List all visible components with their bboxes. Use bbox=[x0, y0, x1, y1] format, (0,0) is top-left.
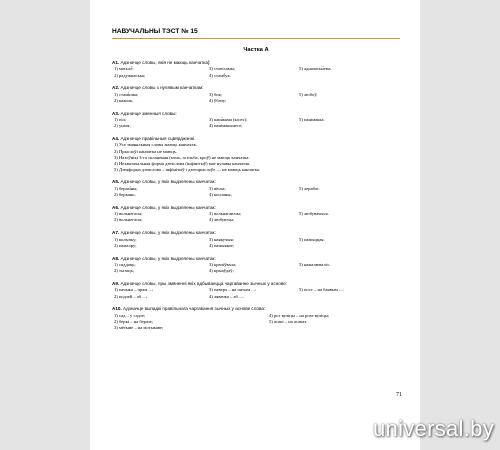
question-prompt: Адзначце зменныя словы: bbox=[120, 110, 177, 116]
answer-option: 5) намалюваліз. bbox=[299, 261, 330, 267]
options-row bbox=[112, 73, 400, 79]
answer-option: 1) сяддаць; bbox=[114, 261, 136, 267]
page-number: 71 bbox=[396, 392, 402, 398]
answer-option: 4) лявачка – аб ...; bbox=[209, 293, 244, 299]
question-block bbox=[112, 306, 400, 331]
answer-option: 2) памалру; bbox=[114, 242, 137, 248]
answer-option: 5) асакі – на асаках bbox=[269, 318, 307, 324]
answer-option: 3) наякучыя; bbox=[209, 236, 234, 242]
question-block bbox=[112, 85, 400, 104]
options-row bbox=[112, 325, 400, 331]
statement: 2) Прыслоўі канчатка не маюць. bbox=[114, 148, 177, 154]
question-block bbox=[112, 111, 400, 130]
answer-option: 4) памыякое; bbox=[209, 242, 235, 248]
answer-option: 4) панімакынесе; bbox=[209, 123, 243, 129]
document-page bbox=[90, 0, 420, 450]
answer-option: 3) мётыве – на мотыкаве; bbox=[114, 325, 164, 331]
question-label: А3. bbox=[112, 110, 120, 116]
question-prompt: Адзначце словы, у якіх выдзелены канчатак: bbox=[120, 179, 216, 185]
question-prompt: Адзначце словы, у якіх выдзелены канчатак: bbox=[120, 230, 216, 236]
question-block bbox=[112, 256, 400, 275]
question-label: А9. bbox=[112, 281, 120, 286]
answer-option: 5) любоў. bbox=[299, 91, 318, 97]
answer-option: 2) подзей – аб ...; bbox=[114, 293, 148, 299]
answer-option: 5) адначасьн́ема. bbox=[299, 66, 332, 72]
answer-option: 3) боя; bbox=[209, 91, 222, 97]
answer-option: 1) сад – у садзе; bbox=[114, 312, 146, 318]
answer-option: 3) вёска; bbox=[209, 185, 226, 191]
answer-option: 5) памыццая. bbox=[299, 236, 325, 242]
answer-option: 2) радужнаська; bbox=[114, 72, 146, 78]
answer-option: 5) пост – на баявым ...; bbox=[299, 287, 344, 293]
question-prompt: Адзначце правільныя сцвярджэнні. bbox=[120, 136, 196, 142]
answer-option: 5) лерабоі. bbox=[299, 185, 320, 191]
question-block bbox=[112, 205, 400, 224]
statement: 4) Незакончальная форма дзеяслова (інфінітыў) мае нулявы канчатак. bbox=[114, 160, 251, 166]
options-row bbox=[112, 98, 400, 104]
part-title: Частка А bbox=[243, 47, 269, 53]
question-block bbox=[112, 179, 400, 198]
question-prompt: Адзначце словы, пры змяненні якіх адбываецца чаргаванне зычных у аснове: bbox=[120, 281, 288, 286]
answer-option: 2) беркі – на беразе; bbox=[114, 318, 154, 324]
answer-option: 3) каня́кама (кiсех); bbox=[209, 117, 248, 123]
answer-option: 1) стамі́шка; bbox=[114, 91, 139, 97]
answer-option: 1) колычку; bbox=[114, 236, 137, 242]
answer-option: 2) уніля; bbox=[114, 123, 131, 129]
statement: 1) Усе змяняльныя словы маюць канчатак. bbox=[114, 142, 197, 148]
options-row bbox=[112, 123, 400, 129]
question-prompt: Адзначце словы з нулявым канчаткам: bbox=[120, 85, 204, 91]
question-prompt: Адзначце словы, якія не маюць канчатка]: bbox=[120, 60, 211, 65]
answer-option: 1) вольнегасы; bbox=[114, 211, 143, 217]
answer-option: 4) крыаўдаў; bbox=[209, 268, 234, 274]
answer-option: 4) любуючы; bbox=[209, 217, 235, 223]
answer-option: 1) беразі́ны; bbox=[114, 185, 138, 191]
answer-option: 4) ўбачу; bbox=[209, 97, 227, 103]
answer-option: 5) любувачыся. bbox=[299, 211, 329, 217]
answer-option: 2) наколь; bbox=[114, 97, 134, 103]
answer-option: 4) коспаны; bbox=[209, 192, 232, 198]
question-label: А10. bbox=[112, 306, 122, 312]
answer-option: 4) рог вуліцы – на розе вуліцы; bbox=[269, 312, 330, 318]
options-row bbox=[112, 217, 400, 223]
question-label: А8. bbox=[112, 255, 120, 261]
test-header: НАВУЧАЛЬНЫ ТЭСТ № 15 bbox=[112, 28, 400, 39]
question-prompt: Адзначце словы, у якіх выдзелены канчатак: bbox=[120, 255, 216, 261]
statement: 5) Дзеяформа дзеяслова – інфінітыў і дзеепрыслоўе — не маюць канчатка. bbox=[114, 166, 261, 172]
answer-option: 2) тытаць; bbox=[114, 268, 135, 274]
answer-option: 2) вольнегасы; bbox=[114, 217, 143, 223]
answer-option: 3) вольнагаючы; bbox=[209, 211, 242, 217]
answer-option: 3) крапіўвала; bbox=[209, 261, 237, 267]
question-label: А7. bbox=[112, 230, 120, 236]
answer-option: 2) беркань; bbox=[114, 192, 136, 198]
question-block bbox=[112, 60, 400, 79]
question-block bbox=[112, 136, 400, 173]
answer-option: 4) стамб́ук. bbox=[209, 72, 231, 78]
answer-option: 5) панімакка. bbox=[299, 117, 325, 123]
question-prompt: Адзначце словы, у якіх выдзелены канчатак: bbox=[120, 204, 216, 210]
question-prompt: Адзначце выпадкі правільнага чаргавання зычных у аснове слова: bbox=[123, 306, 266, 312]
question-label: А1. bbox=[112, 60, 120, 65]
question-label: А5. bbox=[112, 179, 120, 185]
question-block bbox=[112, 281, 400, 300]
answer-option: 1) пачыка – прам ...; bbox=[114, 287, 154, 293]
options-row bbox=[112, 243, 400, 249]
answer-option: 1) піл; bbox=[114, 117, 127, 123]
question-label: А2. bbox=[112, 85, 120, 91]
question-block bbox=[112, 230, 400, 249]
question-label: А6. bbox=[112, 204, 120, 210]
options-row bbox=[112, 268, 400, 274]
question-list bbox=[112, 60, 400, 332]
options-row bbox=[112, 192, 400, 198]
answer-option: 1) масьлё́; bbox=[114, 66, 134, 72]
question-label: А4. bbox=[112, 136, 120, 142]
options-row bbox=[112, 294, 400, 300]
watermark: universal.by bbox=[373, 416, 494, 441]
statement: 3) Назоўнікі 3-га скланення (моль, асельба, кроў) не маюць канчатка. bbox=[114, 154, 250, 160]
answer-option: 3) паверх – на пятым ...; bbox=[209, 287, 256, 293]
answer-option: 3) стовісамы; bbox=[209, 66, 236, 72]
